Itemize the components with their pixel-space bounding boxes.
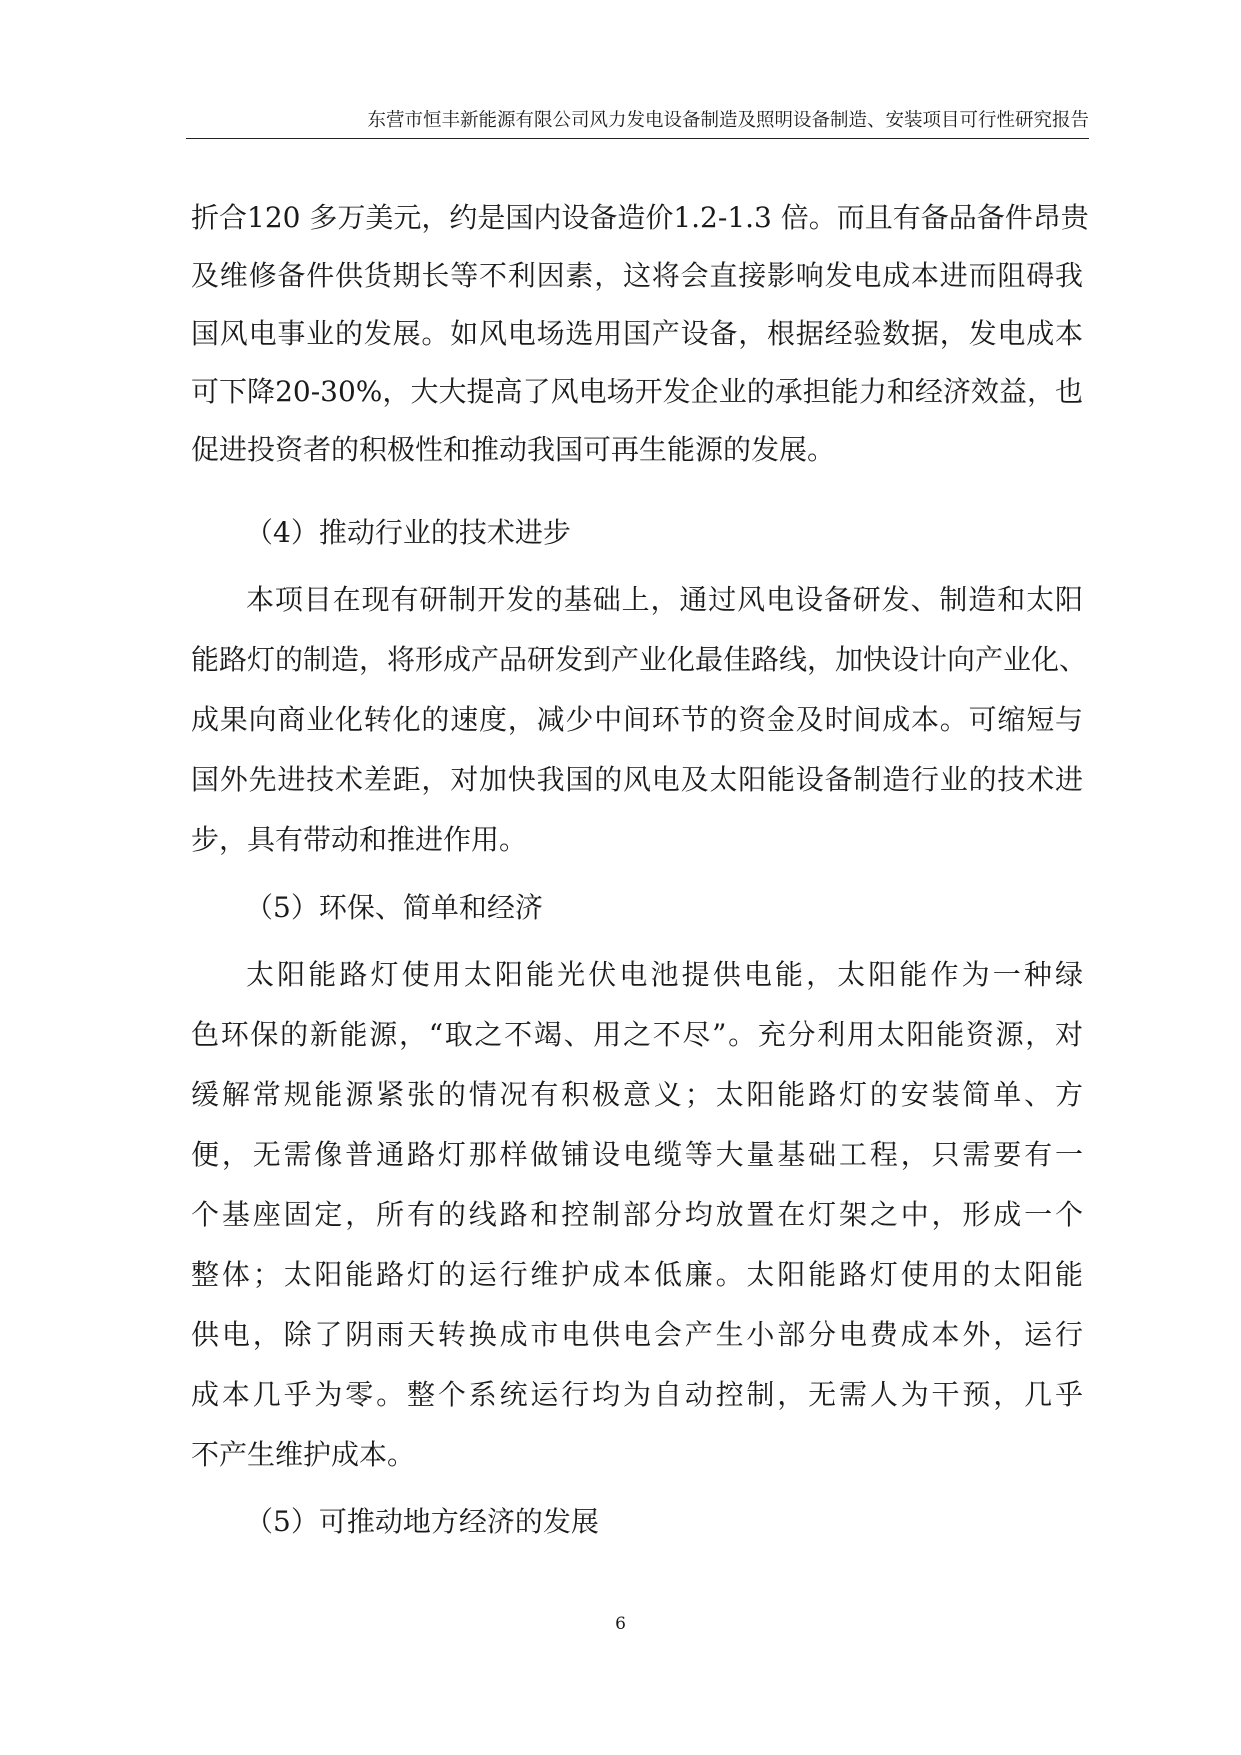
- body-text-line: 本项目在现有研制开发的基础上，通过风电设备研发、制造和太阳: [246, 583, 1083, 616]
- body-text-line: 及维修备件供货期长等不利因素，这将会直接影响发电成本进而阻碍我: [191, 259, 1083, 292]
- body-text-line: 供电，除了阴雨天转换成市电供电会产生小部分电费成本外，运行: [191, 1318, 1083, 1351]
- body-text-line: 成果向商业化转化的速度，减少中间环节的资金及时间成本。可缩短与: [191, 703, 1083, 736]
- header-title: 东营市恒丰新能源有限公司风力发电设备制造及照明设备制造、安装项目可行性研究报告: [367, 110, 1089, 131]
- body-text-line: 促进投资者的积极性和推动我国可再生能源的发展。: [191, 433, 836, 466]
- body-text-line: 可下降20-30%，大大提高了风电场开发企业的承担能力和经济效益，也: [191, 375, 1083, 408]
- section-heading: （5）可推动地方经济的发展: [245, 1505, 599, 1538]
- body-text-line: 太阳能路灯使用太阳能光伏电池提供电能，太阳能作为一种绿: [246, 958, 1083, 991]
- body-text-line: 成本几乎为零。整个系统运行均为自动控制，无需人为干预，几乎: [191, 1378, 1083, 1411]
- section-heading: （4）推动行业的技术进步: [245, 516, 571, 549]
- body-text-line: 个基座固定，所有的线路和控制部分均放置在灯架之中，形成一个: [191, 1198, 1083, 1231]
- body-text-line: 不产生维护成本。: [191, 1438, 416, 1471]
- body-text-line: 国风电事业的发展。如风电场选用国产设备，根据经验数据，发电成本: [191, 317, 1083, 350]
- body-text-line: 缓解常规能源紧张的情况有积极意义；太阳能路灯的安装简单、方: [191, 1078, 1083, 1111]
- body-text-line: 国外先进技术差距，对加快我国的风电及太阳能设备制造行业的技术进: [191, 763, 1083, 796]
- body-text-line: 步，具有带动和推进作用。: [191, 823, 528, 856]
- body-text-line: 整体；太阳能路灯的运行维护成本低廉。太阳能路灯使用的太阳能: [191, 1258, 1083, 1291]
- body-text-line: 能路灯的制造，将形成产品研发到产业化最佳路线，加快设计向产业化、: [191, 643, 1088, 676]
- body-text-line: 折合120 多万美元，约是国内设备造价1.2-1.3 倍。而且有备品备件昂贵: [191, 201, 1089, 234]
- page-header: [186, 104, 1089, 139]
- body-text-line: 便，无需像普通路灯那样做铺设电缆等大量基础工程，只需要有一: [191, 1138, 1083, 1171]
- body-text-line: 色环保的新能源，“取之不竭、用之不尽”。充分利用太阳能资源，对: [191, 1018, 1083, 1051]
- section-heading: （5）环保、简单和经济: [245, 891, 543, 924]
- page-number: 6: [615, 1614, 626, 1634]
